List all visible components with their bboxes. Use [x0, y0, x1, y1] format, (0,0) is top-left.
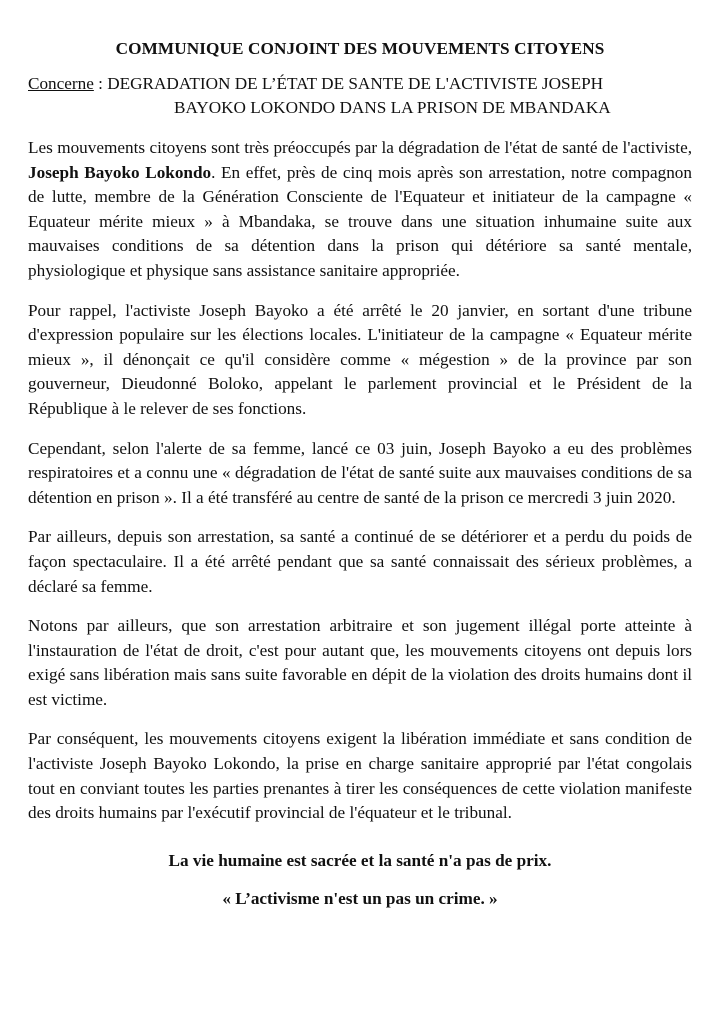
concerne-subject: [28, 72, 692, 120]
activist-name: Joseph Bayoko Lokondo: [28, 162, 212, 182]
paragraph-1: [28, 136, 692, 284]
document-title: COMMUNIQUE CONJOINT DES MOUVEMENTS CITOYENS: [115, 39, 605, 58]
concerne-label: Concerne: [28, 74, 94, 93]
paragraph-3: Cependant, selon l'alerte de sa femme, lancé ce 03 juin, Joseph Bayoko a eu des problèmes respiratoires et a connu une « dégradation de l'état de santé suite aux mauvaises conditions de sa détention en prison ». Il a été transféré au centre de santé de la prison ce mercredi 3 juin 2020.: [28, 438, 692, 507]
paragraph-5: Notons par ailleurs, que son arrestation arbitraire et son jugement illégal porte atteinte à l'instauration de l'état de droit, c'est pour autant que, les mouvements citoyens ont depuis lors exigé sans libération mais sans suite favorable en dépit de la violation des droits humains dont il est victime.: [28, 616, 692, 709]
closing-statement: La vie humaine est sacrée et la santé n'a pas de prix.: [168, 850, 552, 870]
paragraph-6: Par conséquent, les mouvements citoyens exigent la libération immédiate et sans condition de l'activiste Joseph Bayoko Lokondo, la prise en charge sanitaire approprié par l'état congolais tout en conviant toutes les parties prenantes à tirer les conséquences de cette violation manifeste des droits humains par l'exécutif provincial de l'équateur et le tribunal.: [28, 729, 692, 823]
concerne-separator: :: [93, 74, 108, 93]
paragraph-4: Par ailleurs, depuis son arrestation, sa santé a continué de se détériorer et a perdu du poids de façon spectaculaire. Il a été arrêté pendant que sa santé connaissait des sérieux problèmes, a déclaré sa femme.: [28, 527, 692, 596]
paragraph-1-before: Les mouvements citoyens sont très préoccupés par la dégradation de l'état de santé de l'activiste,: [28, 138, 692, 157]
concerne-line-1: DEGRADATION DE L’ÉTAT DE SANTE DE L'ACTIVISTE JOSEPH: [107, 74, 604, 93]
concerne-line-2: BAYOKO LOKONDO DANS LA PRISON DE MBANDAKA: [174, 98, 611, 117]
motto: « L’activisme n'est un pas un crime. »: [222, 888, 498, 908]
paragraph-1-after: . En effet, près de cinq mois après son arrestation, notre compagnon de lutte, membre de la Génération Consciente de l'Equateur et initiateur de la campagne « Equateur mérite mieux » à Mbandaka, se trouve dans une situation inhumaine suite aux mauvaises conditions de sa détention dans la prison qui détériore sa santé mentale, physiologique et physique sans assistance sanitaire appropriée.: [28, 162, 692, 280]
paragraph-2: Pour rappel, l'activiste Joseph Bayoko a été arrêté le 20 janvier, en sortant d'une tribune d'expression populaire sur les élections locales. L'initiateur de la campagne « Equateur mérite mieux », il dénonçait ce qu'il considère comme « mégestion » de la province par son gouverneur, Dieudonné Boloko, appelant le parlement provincial et le Président de la République à le relever de ses fonctions.: [28, 300, 692, 418]
communique-page: [28, 38, 692, 910]
